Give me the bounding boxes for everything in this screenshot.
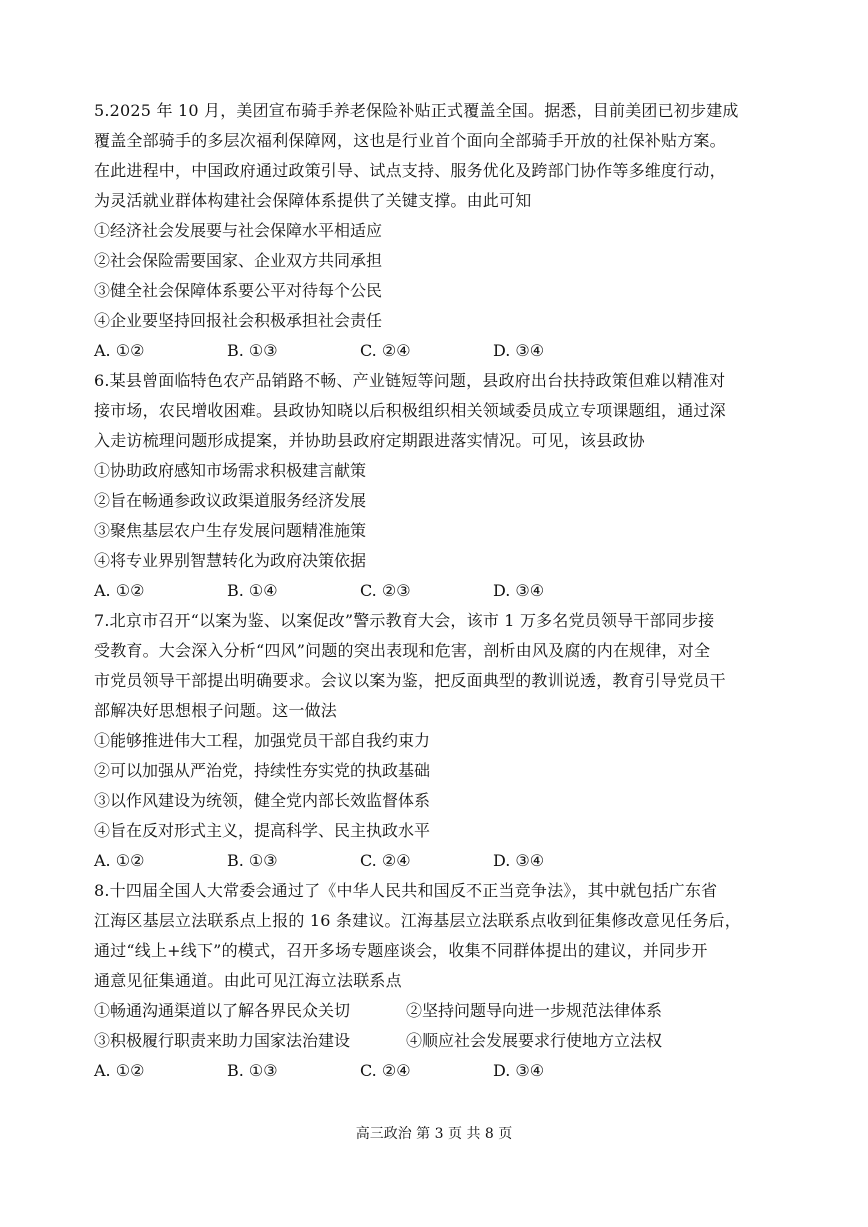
page-footer: 高三政治 第 3 页 共 8 页	[355, 1126, 513, 1142]
option-b: B. ①③	[227, 1061, 278, 1080]
option-a: A. ①②	[94, 851, 145, 870]
option-b: B. ①④	[227, 581, 278, 600]
option-c: C. ②③	[360, 581, 411, 600]
option-b: B. ①③	[227, 341, 278, 360]
option-c: C. ②④	[360, 851, 411, 870]
stem-line: 部解决好思想根子问题。这一做法	[94, 701, 338, 720]
stem-line: 8.十四届全国人大常委会通过了《中华人民共和国反不正当竞争法》，其中就包括广东省	[94, 881, 718, 900]
stem-line: 接市场，农民增收困难。县政协知晓以后积极组织相关领域委员成立专项课题组，通过深	[94, 401, 726, 420]
option-a: A. ①②	[94, 1061, 145, 1080]
statement: ①经济社会发展要与社会保障水平相适应	[94, 221, 383, 240]
statement: ④将专业界别智慧转化为政府决策依据	[94, 551, 367, 570]
option-c: C. ②④	[360, 341, 411, 360]
stem-line: 7.北京市召开“以案为鉴、以案促改”警示教育大会，该市 1 万多名党员领导干部同步接	[94, 611, 715, 630]
statement: ③健全社会保障体系要公平对待每个公民	[94, 281, 383, 300]
question-stem	[94, 96, 786, 216]
option-d: D. ③④	[493, 851, 545, 870]
question-stem	[94, 366, 786, 456]
statement: ③聚焦基层农户生存发展问题精准施策	[94, 521, 367, 540]
option-d: D. ③④	[493, 1061, 545, 1080]
statement: ①能够推进伟大工程，加强党员干部自我约束力	[94, 731, 431, 750]
statement: ①协助政府感知市场需求积极建言献策	[94, 461, 367, 480]
question-8	[94, 876, 786, 1086]
statement: ④旨在反对形式主义，提高科学、民主执政水平	[94, 821, 431, 840]
stem-line: 市党员领导干部提出明确要求。会议以案为鉴，把反面典型的教训说透，教育引导党员干	[94, 671, 726, 690]
stem-line: 为灵活就业群体构建社会保障体系提供了关键支撑。由此可知	[94, 191, 532, 210]
option-d: D. ③④	[493, 581, 545, 600]
answer-options	[94, 576, 786, 606]
statement: ③积极履行职责来助力国家法治建设	[94, 1031, 351, 1050]
option-a: A. ①②	[94, 581, 145, 600]
question-stem	[94, 876, 786, 996]
answer-options	[94, 846, 786, 876]
stem-line: 受教育。大会深入分析“四风”问题的突出表现和危害，剖析由风及腐的内在规律，对全	[94, 641, 711, 660]
answer-options	[94, 336, 786, 366]
question-7	[94, 606, 786, 876]
statement: ③以作风建设为统领，健全党内部长效监督体系	[94, 791, 431, 810]
stem-line: 通意见征集通道。由此可见江海立法联系点	[94, 971, 402, 990]
option-d: D. ③④	[493, 341, 545, 360]
statement: ④顺应社会发展要求行使地方立法权	[406, 1031, 663, 1050]
stem-line: 江海区基层立法联系点上报的 16 条建议。江海基层立法联系点收到征集修改意见任务后，	[94, 911, 741, 930]
stem-line: 在此进程中，中国政府通过政策引导、试点支持、服务优化及跨部门协作等多维度行动，	[94, 161, 726, 180]
question-list	[94, 96, 786, 1086]
statement-row	[94, 1026, 786, 1056]
statement-row	[94, 996, 786, 1026]
answer-options	[94, 1056, 786, 1086]
stem-line: 入走访梳理问题形成提案，并协助县政府定期跟进落实情况。可见，该县政协	[94, 431, 645, 450]
question-5	[94, 96, 786, 366]
stem-line: 6.某县曾面临特色农产品销路不畅、产业链短等问题，县政府出台扶持政策但难以精准对	[94, 371, 726, 390]
stem-line: 通过“线上+线下”的模式，召开多场专题座谈会，收集不同群体提出的建议，并同步开	[94, 941, 708, 960]
stem-line: 覆盖全部骑手的多层次福利保障网，这也是行业首个面向全部骑手开放的社保补贴方案。	[94, 131, 726, 150]
stem-line: 5.2025 年 10 月，美团宣布骑手养老保险补贴正式覆盖全国。据悉，目前美团已初步建成	[94, 101, 739, 120]
option-a: A. ①②	[94, 341, 145, 360]
question-stem	[94, 606, 786, 726]
statement: ②社会保险需要国家、企业双方共同承担	[94, 251, 383, 270]
statement: ①畅通沟通渠道以了解各界民众关切	[94, 1001, 351, 1020]
statement: ④企业要坚持回报社会积极承担社会责任	[94, 311, 383, 330]
question-6	[94, 366, 786, 606]
option-b: B. ①③	[227, 851, 278, 870]
option-c: C. ②④	[360, 1061, 411, 1080]
statement: ②旨在畅通参政议政渠道服务经济发展	[94, 491, 367, 510]
statement: ②可以加强从严治党，持续性夯实党的执政基础	[94, 761, 431, 780]
statement: ②坚持问题导向进一步规范法律体系	[406, 1001, 663, 1020]
